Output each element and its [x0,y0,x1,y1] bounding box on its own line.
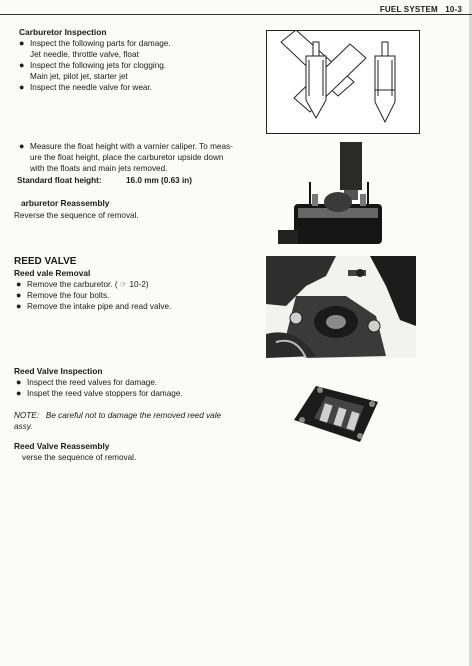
needle-valve-diagram [266,30,420,134]
reed-inspection-heading: Reed Valve Inspection [14,366,103,376]
page-header [380,5,462,14]
float-height-photo [268,142,418,246]
bullet-dot: ● [19,141,25,151]
reed-removal-step: Remove the four bolts. [27,291,110,300]
intake-removal-photo [266,256,416,358]
reed-removal-step [27,279,149,290]
note [14,410,221,421]
carb-inspection-heading: Carburetor Inspection [19,27,107,37]
header-page-number: 10-3 [445,5,462,14]
header-section-title: FUEL SYSTEM [379,5,438,14]
float-spec-label: Standard float height: [17,176,102,185]
reed-removal-step-text: Remove the carburetor. [27,280,113,289]
reed-reassembly-heading: Reed Valve Reassembly [14,441,110,451]
bullet-dot: ● [19,38,25,48]
reed-valve-photo [290,380,382,446]
bullet-dot: ● [16,388,22,398]
carb-inspection-item-detail: Jet needle, throttle valve, float [30,50,139,59]
carb-inspection-item: Inspect the following parts for damage. [30,39,171,48]
reed-valve-title: REED VALVE [14,256,77,267]
float-instruction-line: ure the float height, place the carburetor upside down [30,153,224,162]
reed-reassembly-text: verse the sequence of removal. [22,453,137,462]
reed-inspection-item: Inspet the reed valve stoppers for damage. [27,389,183,398]
carb-inspection-item: Inspect the following jets for clogging. [30,61,167,70]
page-reference: ( ☞ 10-2) [114,280,149,289]
bullet-dot: ● [16,377,22,387]
float-spec-value: 16.0 mm (0.63 in) [126,176,192,185]
reed-valve-removal-heading: Reed vale Removal [14,268,91,278]
float-instruction-line: Measure the float height with a varnier caliper. To meas- [30,142,233,151]
bullet-dot: ● [19,82,25,92]
note-label: NOTE: [14,411,40,420]
float-instruction-line: with the floats and main jets removed. [30,164,168,173]
bullet-dot: ● [16,301,22,311]
note-continuation: assy. [14,422,33,431]
carb-inspection-item-detail: Main jet, pilot jet, starter jet [30,72,128,81]
header-rule [0,14,472,15]
bullet-dot: ● [16,279,22,289]
reed-removal-step: Remove the intake pipe and read valve. [27,302,172,311]
carb-reassembly-heading: arburetor Reassembly [21,198,110,208]
carb-reassembly-text: Reverse the sequence of removal. [14,211,139,220]
note-text: Be careful not to damage the removed reed vale [45,411,222,420]
bullet-dot: ● [16,290,22,300]
bullet-dot: ● [19,60,25,70]
carb-inspection-item: Inspect the needle valve for wear. [30,83,152,92]
reed-inspection-item: Inspect the reed valves for damage. [27,378,158,387]
